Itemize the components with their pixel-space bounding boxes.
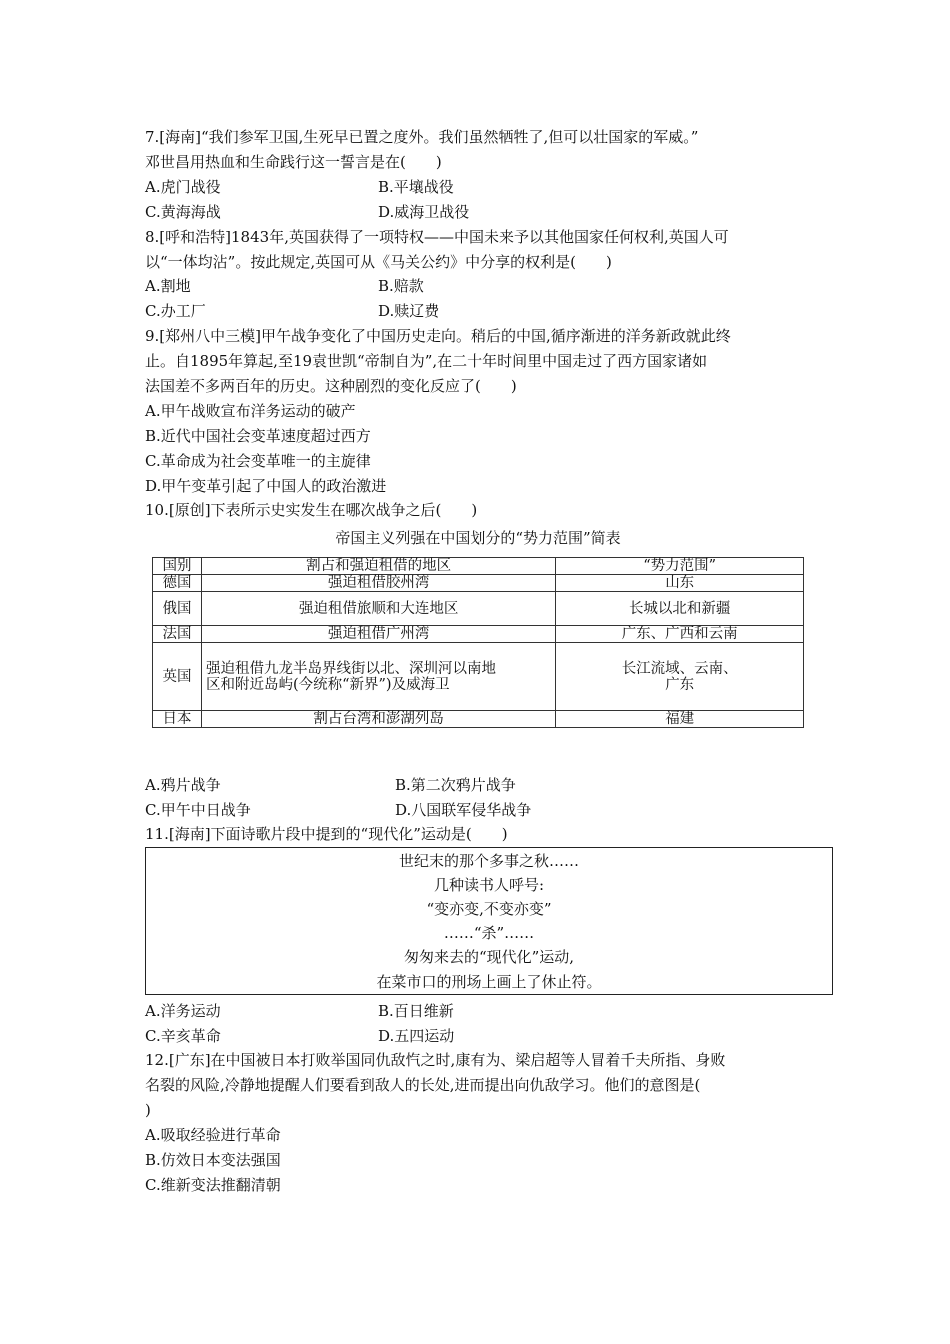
option-b[interactable]: B.第二次鸦片战争 xyxy=(395,776,516,794)
option-b[interactable]: B.百日维新 xyxy=(378,1002,454,1020)
cell-area: 割占台湾和澎湖列岛 xyxy=(201,711,555,728)
poem-line: “变亦变,不变亦变” xyxy=(426,900,552,918)
option-b[interactable]: B.赔款 xyxy=(378,277,424,295)
cell-country: 德国 xyxy=(153,575,202,592)
option-a[interactable]: A.鸦片战争 xyxy=(145,776,221,794)
cell-sphere: 福建 xyxy=(556,711,804,728)
poem-line: 匆匆来去的“现代化”运动, xyxy=(403,948,575,966)
question-9-line-2: 止。自1895年算起,至19袁世凯“帝制自为”,在二十年时间里中国走过了西方国家诸如 xyxy=(145,352,708,370)
question-12-line-3: ) xyxy=(145,1101,151,1119)
question-7-line-2: 邓世昌用热血和生命践行这一誓言是在( ) xyxy=(145,153,442,171)
question-9-option-d[interactable]: D.甲午变革引起了中国人的政治激进 xyxy=(145,477,387,495)
cell-sphere-line: 广东 xyxy=(665,676,695,693)
header-sphere: “势力范围” xyxy=(556,558,804,575)
poem-line: ……“杀”…… xyxy=(443,924,535,942)
option-a[interactable]: A.洋务运动 xyxy=(145,1002,221,1020)
cell-area: 强迫租借旅顺和大连地区 xyxy=(201,592,555,626)
option-c[interactable]: C.甲午中日战争 xyxy=(145,801,251,819)
question-11-line-1: 11.[海南]下面诗歌片段中提到的“现代化”运动是( ) xyxy=(145,825,508,843)
header-area: 割占和强迫租借的地区 xyxy=(201,558,555,575)
option-c[interactable]: C.黄海海战 xyxy=(145,203,221,221)
poem-box xyxy=(145,847,833,995)
question-12-option-b[interactable]: B.仿效日本变法强国 xyxy=(145,1151,281,1169)
option-c[interactable]: C.办工厂 xyxy=(145,302,206,320)
cell-sphere-line: 长江流域、云南、 xyxy=(621,660,738,677)
cell-area: 强迫租借胶州湾 xyxy=(201,575,555,592)
cell-area xyxy=(201,643,555,711)
cell-country: 法国 xyxy=(153,626,202,643)
cell-area-line: 区和附近岛屿(今统称“新界”)及威海卫 xyxy=(205,676,450,693)
question-12-line-1: 12.[广东]在中国被日本打败举国同仇敌忾之时,康有为、梁启超等人冒着千夫所指、身败 xyxy=(145,1051,726,1069)
cell-country: 日本 xyxy=(153,711,202,728)
cell-sphere: 山东 xyxy=(556,575,804,592)
poem-line: 在菜市口的刑场上画上了休止符。 xyxy=(376,973,602,991)
poem-line: 世纪末的那个多事之秋…… xyxy=(398,852,579,870)
cell-country: 俄国 xyxy=(153,592,202,626)
option-d[interactable]: D.威海卫战役 xyxy=(378,203,470,221)
cell-country: 英国 xyxy=(153,643,202,711)
table-header-row xyxy=(153,558,804,575)
question-10-line-1: 10.[原创]下表所示史实发生在哪次战争之后( ) xyxy=(145,501,478,519)
question-12-line-2: 名裂的风险,冷静地提醒人们要看到敌人的长处,进而提出向仇敌学习。他们的意图是( xyxy=(145,1076,701,1094)
option-b[interactable]: B.平壤战役 xyxy=(378,178,454,196)
cell-sphere: 长城以北和新疆 xyxy=(556,592,804,626)
option-a[interactable]: A.割地 xyxy=(145,277,191,295)
question-9-option-a[interactable]: A.甲午战败宣布洋务运动的破产 xyxy=(145,402,356,420)
question-12-option-c[interactable]: C.维新变法推翻清朝 xyxy=(145,1176,281,1194)
option-d[interactable]: D.赎辽费 xyxy=(378,302,440,320)
header-country: 国别 xyxy=(153,558,202,575)
table-row xyxy=(153,711,804,728)
question-8-line-2: 以“一体均沾”。按此规定,英国可从《马关公约》中分享的权利是( ) xyxy=(145,253,612,271)
table-row xyxy=(153,575,804,592)
question-9-line-3: 法国差不多两百年的历史。这种剧烈的变化反应了( ) xyxy=(145,377,517,395)
cell-sphere xyxy=(556,643,804,711)
option-c[interactable]: C.辛亥革命 xyxy=(145,1027,221,1045)
question-9-option-b[interactable]: B.近代中国社会变革速度超过西方 xyxy=(145,427,371,445)
question-9-option-c[interactable]: C.革命成为社会变革唯一的主旋律 xyxy=(145,452,371,470)
question-9-line-1: 9.[郑州八中三模]甲午战争变化了中国历史走向。稍后的中国,循序渐进的洋务新政就此终 xyxy=(145,327,731,345)
option-d[interactable]: D.五四运动 xyxy=(378,1027,455,1045)
cell-area-line: 强迫租借九龙半岛界线街以北、深圳河以南地 xyxy=(205,660,496,677)
table-row xyxy=(153,643,804,711)
table-caption: 帝国主义列强在中国划分的“势力范围”简表 xyxy=(335,529,621,547)
question-7-line-1: 7.[海南]“我们参军卫国,生死早已置之度外。我们虽然牺牲了,但可以壮国家的军威。” xyxy=(145,128,699,146)
table-row xyxy=(153,626,804,643)
table-row xyxy=(153,592,804,626)
cell-sphere: 广东、广西和云南 xyxy=(556,626,804,643)
question-12-option-a[interactable]: A.吸取经验进行革命 xyxy=(145,1126,281,1144)
cell-area: 强迫租借广州湾 xyxy=(201,626,555,643)
option-a[interactable]: A.虎门战役 xyxy=(145,178,221,196)
option-d[interactable]: D.八国联军侵华战争 xyxy=(395,801,532,819)
poem-line: 几种读书人呼号: xyxy=(433,876,545,894)
question-8-line-1: 8.[呼和浩特]1843年,英国获得了一项特权——中国未来予以其他国家任何权利,英国人可 xyxy=(145,228,729,246)
spheres-of-influence-table xyxy=(152,557,804,728)
